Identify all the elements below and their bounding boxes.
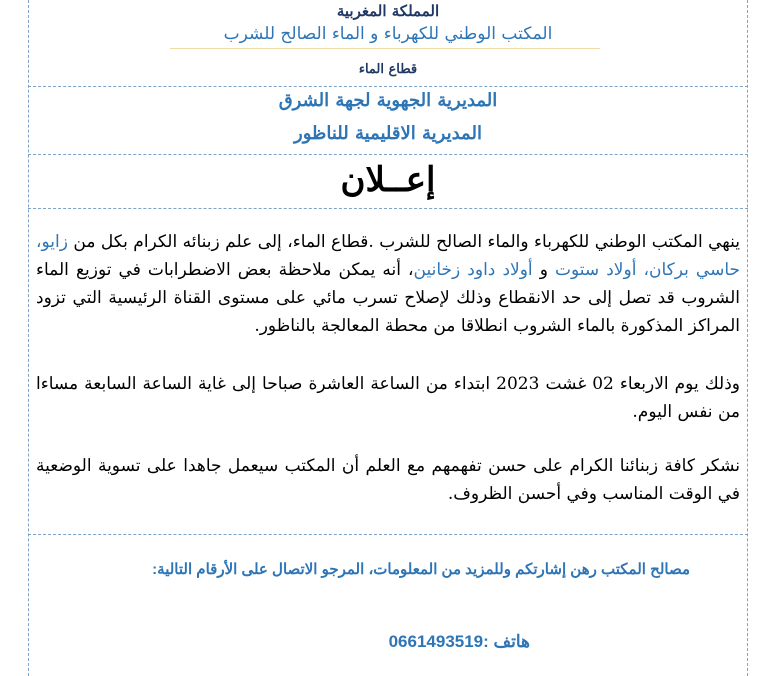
affected-place-2: أولاد داود زخانين	[413, 260, 533, 280]
paragraph-thanks: نشكر كافة زبنائنا الكرام على حسن تفهمهم مع العلم أن المكتب سيعمل جاهدا على تسوية الوضعية في الوقت المناسب وفي أحسن الظروف.	[36, 456, 740, 504]
divider-footer	[28, 534, 748, 535]
announcement-title: إعــلان	[340, 160, 436, 200]
phone-line	[40, 632, 530, 652]
affected-places: زايو، حاسي بركان، أولاد ستوت	[36, 232, 741, 280]
phone-label: هاتف :	[483, 632, 530, 651]
kingdom-name: المملكة المغربية	[336, 2, 440, 20]
paragraph-rest: ، أنه يمكن ملاحظة بعض الاضطرابات في توزيع الماء الشروب قد تصل إلى حد الانقطاع وذلك لإصلاح تسرب مائي على مستوى القناة الرئيسية التي تزود المراكز المذكورة بالماء الشروب انطلاقا من محطة المعالجة بالناظور.	[36, 260, 740, 336]
phone-number[interactable]: 0661493519	[388, 632, 484, 651]
provincial-directorate: المديرية الاقليمية للناظور	[294, 123, 482, 144]
regional-directorate: المديرية الجهوية لجهة الشرق	[278, 90, 498, 111]
contact-text: مصالح المكتب رهن إشارتكم وللمزيد من المعلومات، المرجو الاتصال على الأرقام التالية:	[152, 561, 690, 578]
office-name: المكتب الوطني للكهرباء و الماء الصالح للشرب	[223, 24, 553, 44]
paragraph-outage	[36, 228, 740, 340]
divider-title	[28, 208, 748, 209]
paragraph-schedule: وذلك يوم الاربعاء 02 غشت 2023 ابتداء من الساعة العاشرة صباحا إلى غاية الساعة السابعة مساءا من نفس اليوم.	[36, 374, 740, 422]
paragraph-intro: ينهي المكتب الوطني للكهرباء والماء الصالح للشرب .قطاع الماء، إلى علم زبنائه الكرام بكل من	[73, 232, 740, 252]
divider-top	[28, 86, 748, 87]
conjunction: و	[532, 260, 555, 280]
sector-name: قطاع الماء	[358, 62, 418, 77]
divider-header	[28, 154, 748, 155]
office-underline	[170, 48, 600, 49]
